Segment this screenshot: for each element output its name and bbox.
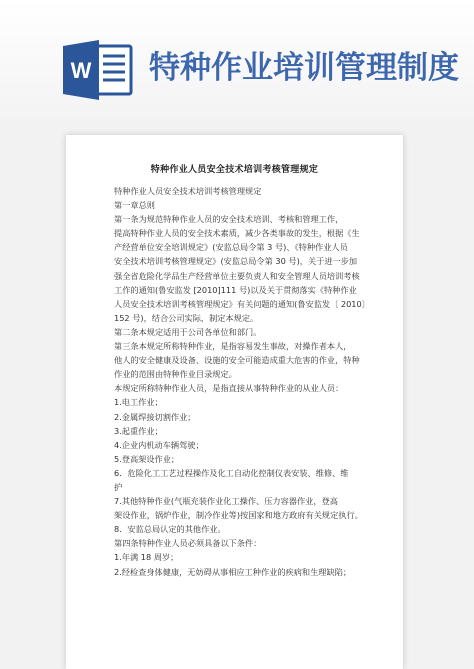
document-line: 护 [114, 481, 123, 492]
document-line: 152 号)，结合公司实际，制定本规定。 [114, 312, 259, 323]
document-line: 工作的通知(鲁安监发 [2010]111 号)以及关于贯彻落实《特种作业 [114, 284, 357, 295]
document-line: 提高特种作业人员的安全技术素质，减少各类事故的发生，根据《生 [114, 228, 360, 239]
word-document-icon [63, 40, 135, 100]
document-line: 第一条为规范特种作业人员的安全技术培训、考核和管理工作， [114, 214, 344, 225]
document-line: 2.金属焊接切割作业； [114, 411, 196, 422]
document-line: 作业的范围由特种作业目录规定。 [114, 369, 237, 380]
document-line: 第四条特种作业人员必须具备以下条件： [114, 538, 262, 549]
document-line: 第二条本规定适用于公司各单位和部门。 [114, 326, 262, 337]
document-line: 1.年满 18 周岁； [114, 552, 179, 563]
document-line: 他人的安全健康及设备、设施的安全可能造成重大危害的作业，特种 [114, 355, 360, 366]
document-line: 6．危险化工工艺过程操作及化工自动化控制仪表安装、维修、维 [114, 467, 349, 478]
document-line: 4.企业内机动车辆驾驶； [114, 439, 204, 450]
document-line: 产经营单位安全培训规定》(安监总局令第 3 号)、《特种作业人员 [114, 242, 348, 253]
document-banner [0, 0, 474, 120]
document-line: 架设作业，锅炉作业，制冷作业等)按国家和地方政府有关规定执行。 [114, 510, 363, 521]
document-line: 8．安监总局认定的其他作业。 [114, 524, 226, 535]
banner-title: 特种作业培训管理制度 [149, 50, 459, 86]
document-line: 强全省危险化学品生产经营单位主要负责人和安全管理人员培训考核 [114, 270, 360, 281]
document-line: 人员安全技术培训考核管理规定》有关问题的通知(鲁安监发〔 2010〕 [114, 298, 370, 309]
document-line: 1.电工作业； [114, 397, 163, 408]
document-line: 2.经检查身体健康，无妨碍从事相应工种作业的疾病和生理缺陷； [114, 566, 352, 577]
document-line: 3.起重作业； [114, 425, 163, 436]
document-line: 第一章总则 [114, 200, 155, 211]
document-body [114, 184, 382, 579]
document-line: 5.登高架设作业； [114, 453, 180, 464]
document-title: 特种作业人员安全技术培训考核管理规定 [150, 165, 319, 175]
document-line: 安全技术培训考核管理规定》(安监总局令第 30 号)，关于进一步加 [114, 256, 358, 267]
word-icon-letter: W [70, 58, 92, 83]
document-line: 特种作业人员安全技术培训考核管理规定 [114, 186, 262, 196]
document-line: 本规定所称特种作业人员，是指直接从事特种作业的从业人员： [114, 383, 344, 394]
document-page [66, 135, 403, 669]
document-line: 7.其他特种作业(气瓶充装作业化工操作、压力容器作业，登高 [114, 496, 338, 507]
document-line: 第三条本规定所称特种作业，是指容易发生事故，对操作者本人， [114, 341, 352, 352]
